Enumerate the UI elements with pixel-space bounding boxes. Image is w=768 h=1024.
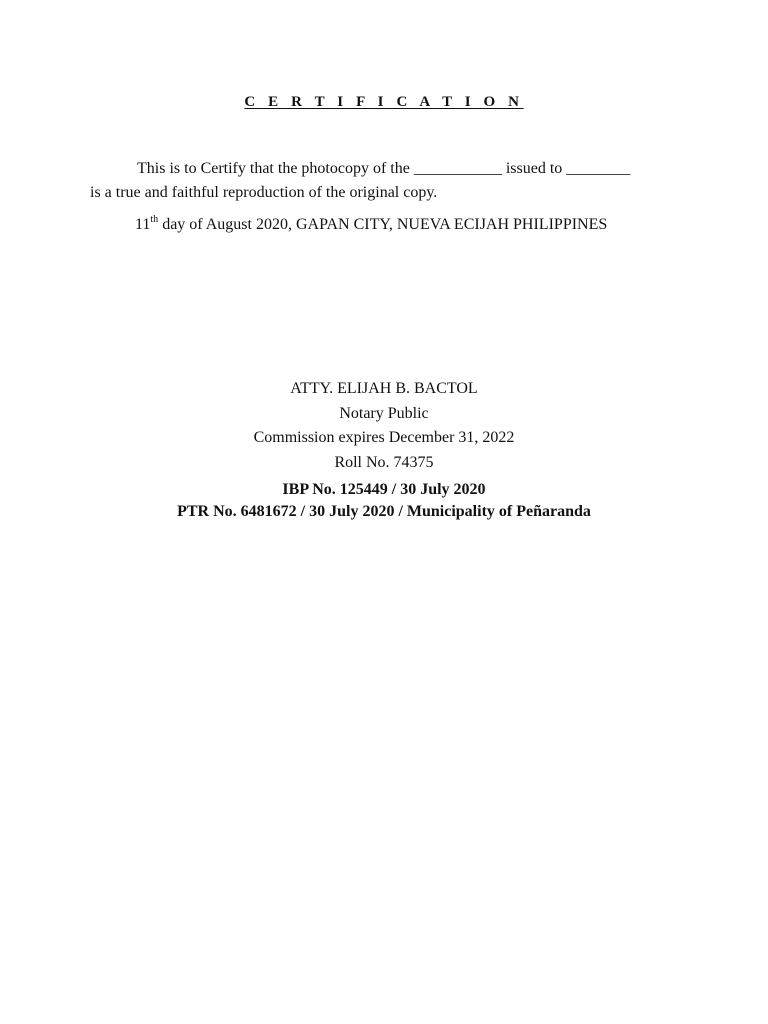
- certification-statement-line-1: This is to Certify that the photocopy of the ___________ issued to ________: [137, 160, 631, 177]
- date-day: 11: [135, 216, 151, 233]
- notary-role: Notary Public: [339, 405, 429, 422]
- date-place-line: [135, 215, 607, 235]
- ptr-number: PTR No. 6481672 / 30 July 2020 / Municipality of Peñaranda: [177, 503, 591, 520]
- notary-name: ATTY. ELIJAH B. BACTOL: [290, 380, 478, 397]
- certification-statement-line-2: is a true and faithful reproduction of the original copy.: [90, 184, 438, 201]
- document-title: C E R T I F I C A T I O N: [244, 94, 524, 110]
- roll-number: Roll No. 74375: [334, 454, 434, 471]
- date-ordinal-suffix: th: [150, 213, 159, 225]
- commission-expiry: Commission expires December 31, 2022: [253, 429, 515, 446]
- ibp-number: IBP No. 125449 / 30 July 2020: [282, 481, 486, 498]
- date-place-text: day of August 2020, GAPAN CITY, NUEVA ECIJAH PHILIPPINES: [158, 216, 608, 233]
